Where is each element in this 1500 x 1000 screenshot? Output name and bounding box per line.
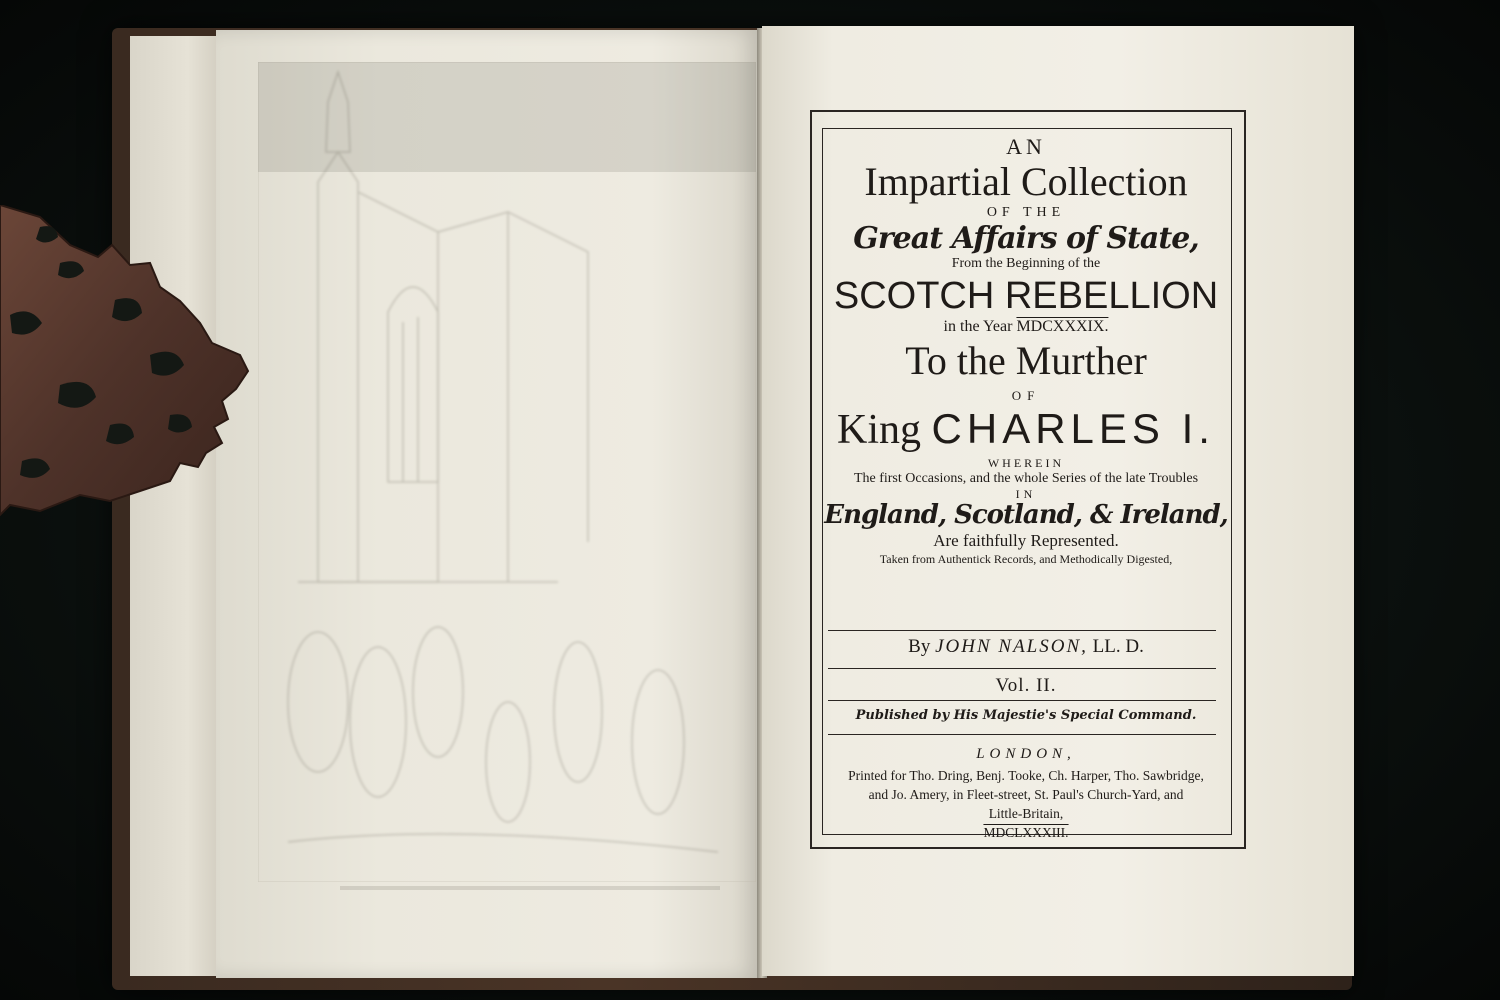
title-impartial-collection: Impartial Collection bbox=[864, 159, 1188, 204]
author-by: By bbox=[908, 636, 931, 657]
king-word: King bbox=[837, 407, 922, 453]
author-line bbox=[822, 636, 1230, 658]
imprint-block bbox=[822, 766, 1230, 842]
year-roman: MDCXXXIX. bbox=[1016, 318, 1109, 335]
year-prefix: in the Year bbox=[943, 318, 1013, 335]
imprint-line-1: Printed for Tho. Dring, Benj. Tooke, Ch. Harper, Tho. Sawbridge, bbox=[848, 768, 1204, 783]
rule-above-author bbox=[828, 630, 1216, 631]
author-degree: LL. D. bbox=[1092, 636, 1144, 657]
frontispiece-engraving bbox=[258, 62, 756, 882]
title-great-affairs: Great Affairs of State, bbox=[853, 221, 1199, 256]
published-by-command: Published by His Majestie's Special Command. bbox=[855, 708, 1197, 723]
title-of: OF bbox=[1011, 388, 1041, 403]
rule-above-published bbox=[828, 700, 1216, 701]
imprint-line-3 bbox=[822, 804, 1230, 842]
title-in: IN bbox=[1015, 487, 1037, 501]
title-wherein: WHEREIN bbox=[987, 456, 1065, 470]
volume-number: Vol. II. bbox=[995, 675, 1057, 696]
engraving-caption-faint bbox=[340, 880, 720, 896]
rule-above-volume bbox=[828, 668, 1216, 669]
imprint-date: MDCLXXXIII. bbox=[983, 825, 1069, 840]
title-of-the: OF THE bbox=[986, 205, 1066, 220]
title-taken-from: Taken from Authentick Records, and Methodically Digested, bbox=[879, 552, 1173, 566]
title-year-line bbox=[822, 319, 1230, 335]
title-kingdoms: England, Scotland, & Ireland, bbox=[824, 500, 1228, 530]
imprint-line-2: and Jo. Amery, in Fleet-street, St. Paul's Church-Yard, and bbox=[868, 787, 1184, 802]
title-an: AN bbox=[1006, 134, 1046, 159]
title-from-beginning: From the Beginning of the bbox=[951, 256, 1101, 271]
imprint-place: Little-Britain, bbox=[988, 806, 1064, 821]
charles-name: CHARLES I. bbox=[931, 405, 1215, 452]
title-first-occasions: The first Occasions, and the whole Series of the late Troubles bbox=[853, 471, 1199, 486]
title-scotch-rebellion: SCOTCH REBELLION bbox=[833, 275, 1219, 317]
copper-page-clip bbox=[0, 205, 250, 520]
imprint-london: LONDON, bbox=[976, 746, 1076, 762]
title-text-block bbox=[822, 132, 1230, 565]
rule-above-imprint bbox=[828, 734, 1216, 735]
title-faithfully-represented: Are faithfully Represented. bbox=[933, 531, 1119, 550]
author-name: JOHN NALSON, bbox=[935, 636, 1088, 657]
title-king-charles bbox=[822, 405, 1230, 453]
title-to-the-murther: To the Murther bbox=[905, 338, 1147, 383]
